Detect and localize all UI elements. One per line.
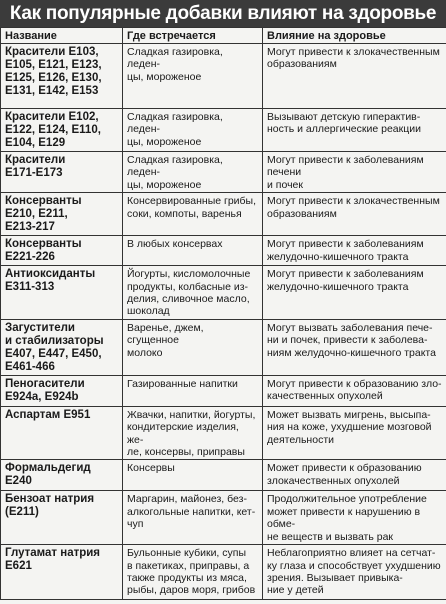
additive-name: Формальдегид Е240 — [1, 460, 123, 491]
table-row — [1, 193, 446, 236]
health-effect: Могут вызвать заболевания пече- ни и почек, привести к заболева- ниям желудочно-кишечного тракта — [263, 319, 446, 375]
additive-name: Пеногасители Е924а, Е924b — [1, 375, 123, 406]
found-in: В любых консервах — [123, 236, 263, 266]
health-effect: Может вызвать мигрень, высыпа- ния на коже, ухудшение мозговой деятельности — [263, 406, 446, 460]
header-name: Название — [1, 28, 123, 44]
table-row — [1, 545, 446, 600]
table-row — [1, 109, 446, 152]
health-effect: Может привести к образованию злокачественных опухолей — [263, 460, 446, 491]
table-row — [1, 266, 446, 320]
additive-name: Антиоксиданты Е311-313 — [1, 266, 123, 320]
additive-name: Красители Е102, Е122, Е124, Е110, Е104, Е129 — [1, 109, 123, 152]
header-effect: Влияние на здоровье — [263, 28, 446, 44]
health-effect: Могут привести к образованию зло- качественных опухолей — [263, 375, 446, 406]
additive-name: Загустители и стабилизаторы Е407, Е447, Е450, Е461-466 — [1, 319, 123, 375]
additive-name: Красители Е103, Е105, Е121, Е123, Е125, Е126, Е130, Е131, Е142, Е153 — [1, 44, 123, 109]
health-effect: Могут привести к заболеваниям желудочно-кишечного тракта — [263, 266, 446, 320]
additive-name: Аспартам Е951 — [1, 406, 123, 460]
table-row — [1, 491, 446, 545]
found-in: Газированные напитки — [123, 375, 263, 406]
table-row — [1, 406, 446, 460]
table-row — [1, 375, 446, 406]
table-row — [1, 236, 446, 266]
table-row — [1, 44, 446, 109]
health-effect: Неблагоприятно влияет на сетчат- ку глаза и способствует ухудшению зрения. Вызывает привыка- ние у детей — [263, 545, 446, 600]
found-in: Консервы — [123, 460, 263, 491]
header-where: Где встречается — [123, 28, 263, 44]
health-effect: Вызывают детскую гиперактив- ность и аллергические реакции — [263, 109, 446, 152]
additive-name: Бензоат натрия (Е211) — [1, 491, 123, 545]
additive-name: Консерванты Е221-226 — [1, 236, 123, 266]
found-in: Консервированные грибы, соки, компоты, варенья — [123, 193, 263, 236]
additive-name: Глутамат натрия Е621 — [1, 545, 123, 600]
additive-name: Красители Е171-Е173 — [1, 152, 123, 193]
found-in: Маргарин, майонез, без- алкогольные напитки, кет- чуп — [123, 491, 263, 545]
found-in: Сладкая газировка, леден- цы, мороженое — [123, 152, 263, 193]
found-in: Жвачки, напитки, йогурты, кондитерские изделия, же- ле, консервы, приправы — [123, 406, 263, 460]
additive-name: Консерванты Е210, Е211, Е213-217 — [1, 193, 123, 236]
table-row — [1, 460, 446, 491]
found-in: Бульонные кубики, супы в пакетиках, приправы, а также продукты из мяса, рыбы, даров моря, грибов — [123, 545, 263, 600]
table-header-row — [1, 28, 446, 44]
table-body — [1, 44, 446, 600]
health-effect: Могут привести к заболеваниям печени и почек — [263, 152, 446, 193]
found-in: Сладкая газировка, леден- цы, мороженое — [123, 109, 263, 152]
table-row — [1, 152, 446, 193]
page-title: Как популярные добавки влияют на здоровье — [0, 0, 446, 27]
health-effect: Могут привести к злокачественным образованиям — [263, 193, 446, 236]
found-in: Сладкая газировка, леден- цы, мороженое — [123, 44, 263, 109]
found-in: Варенье, джем, сгущенное молоко — [123, 319, 263, 375]
health-effect: Продолжительное употребление может привести к нарушению в обме- не веществ и вызвать рак — [263, 491, 446, 545]
additives-table — [0, 27, 446, 600]
found-in: Йогурты, кисломолочные продукты, колбасные из- делия, сливочное масло, шоколад — [123, 266, 263, 320]
health-effect: Могут привести к злокачественным образованиям — [263, 44, 446, 109]
health-effect: Могут привести к заболеваниям желудочно-кишечного тракта — [263, 236, 446, 266]
table-row — [1, 319, 446, 375]
